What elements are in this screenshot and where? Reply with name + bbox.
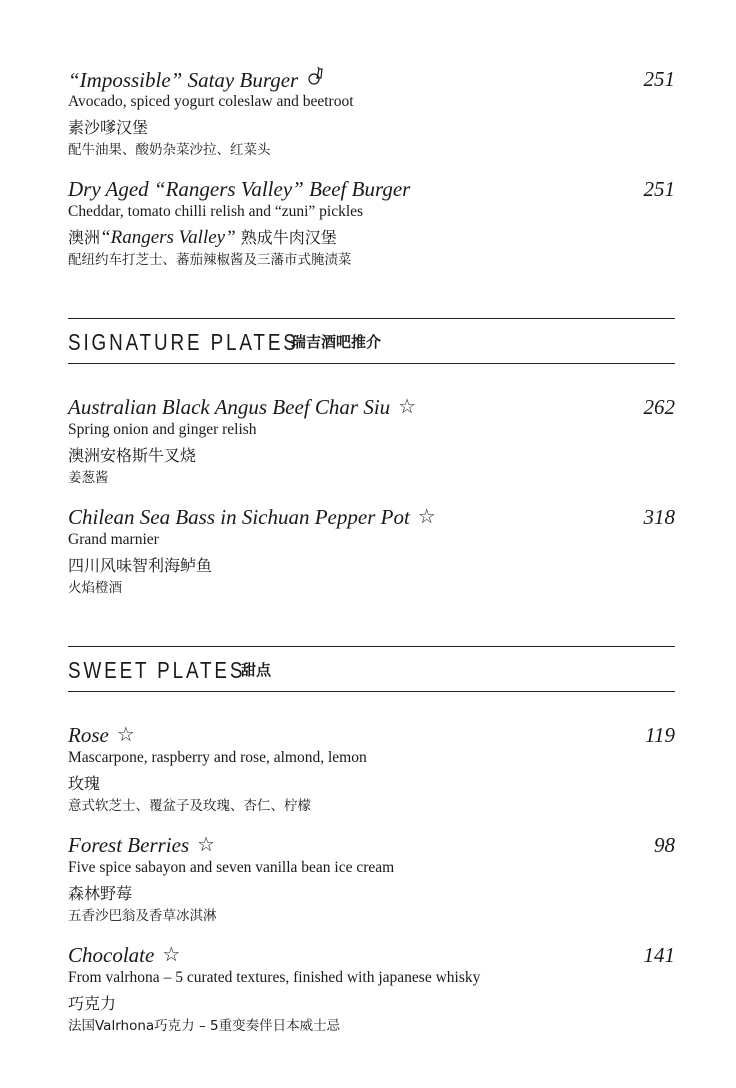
item-name-cn: 四川风味智利海鲈鱼 <box>68 556 213 575</box>
item-description-cn: 意式软芝士、覆盆子及玫瑰、杏仁、柠檬 <box>68 798 311 814</box>
item-price: 119 <box>645 723 675 747</box>
item-name-cn: 巧克力 <box>68 994 117 1013</box>
star-icon: ☆ <box>197 834 216 856</box>
vegetable-icon <box>306 66 326 93</box>
item-name-cn-prefix: 澳洲 <box>68 228 101 247</box>
item-name: Rose <box>68 723 109 747</box>
item-name: “Impossible” Satay Burger <box>68 68 299 92</box>
star-icon: ☆ <box>116 724 135 746</box>
item-name: Australian Black Angus Beef Char Siu <box>68 395 391 419</box>
item-name-cn: 玫瑰 <box>68 774 101 793</box>
section-title: SWEET PLATES <box>68 657 246 683</box>
item-description: Mascarpone, raspberry and rose, almond, lemon <box>68 749 367 766</box>
item-price: 98 <box>654 833 675 857</box>
item-name-cn-latin: “Rangers Valley” <box>100 227 236 248</box>
item-name: Chocolate <box>68 943 155 967</box>
item-description-cn: 配纽约车打芝士、蕃茄辣椒酱及三藩市式腌渍菜 <box>68 252 352 268</box>
item-description-cn: 火焰橙酒 <box>68 580 122 596</box>
item-description-cn: 法国Valrhona巧克力 – 5重变奏伴日本威士忌 <box>68 1018 341 1034</box>
item-description: Grand marnier <box>68 531 159 548</box>
item-name-cn-suffix: 熟成牛肉汉堡 <box>235 228 337 247</box>
menu-item-char-siu <box>68 392 675 488</box>
star-icon: ☆ <box>417 506 436 528</box>
menu-item-sea-bass <box>68 502 675 598</box>
star-icon: ☆ <box>398 396 417 418</box>
section-header-signature <box>68 318 675 364</box>
section-title-cn: 瑞吉酒吧推介 <box>291 333 382 351</box>
item-description: Cheddar, tomato chilli relish and “zuni” pickles <box>68 203 364 220</box>
item-price: 251 <box>643 67 675 91</box>
menu-item-beef-burger <box>68 174 675 270</box>
item-description: Spring onion and ginger relish <box>68 421 257 438</box>
item-name-cn: 森林野莓 <box>68 884 133 903</box>
item-price: 318 <box>643 505 675 529</box>
item-name-cn: 素沙嗲汉堡 <box>68 118 149 137</box>
item-price: 262 <box>643 395 675 419</box>
item-description: Avocado, spiced yogurt coleslaw and beetroot <box>68 93 354 110</box>
item-name: Forest Berries <box>68 833 190 857</box>
item-description: Five spice sabayon and seven vanilla bean ice cream <box>68 859 395 876</box>
item-price: 141 <box>643 943 675 967</box>
menu-item-impossible-burger <box>68 64 675 160</box>
item-price: 251 <box>643 177 675 201</box>
section-header-sweet <box>68 646 675 692</box>
menu-page <box>68 64 675 1050</box>
menu-item-rose <box>68 720 675 816</box>
item-description-cn: 配牛油果、酸奶杂菜沙拉、红菜头 <box>68 142 271 158</box>
section-title-cn: 甜点 <box>241 661 272 679</box>
item-name-cn: 澳洲安格斯牛叉烧 <box>68 446 197 465</box>
item-name: Chilean Sea Bass in Sichuan Pepper Pot <box>68 505 410 529</box>
star-icon: ☆ <box>162 944 181 966</box>
section-title: SIGNATURE PLATES <box>68 329 299 355</box>
item-description-cn: 姜葱酱 <box>68 470 109 486</box>
item-description: From valrhona – 5 curated textures, finished with japanese whisky <box>68 969 481 986</box>
item-name-cn <box>68 226 675 250</box>
item-name: Dry Aged “Rangers Valley” Beef Burger <box>68 177 411 201</box>
menu-item-chocolate <box>68 940 675 1036</box>
item-description-cn: 五香沙巴翁及香草冰淇淋 <box>68 908 217 924</box>
menu-item-forest-berries <box>68 830 675 926</box>
